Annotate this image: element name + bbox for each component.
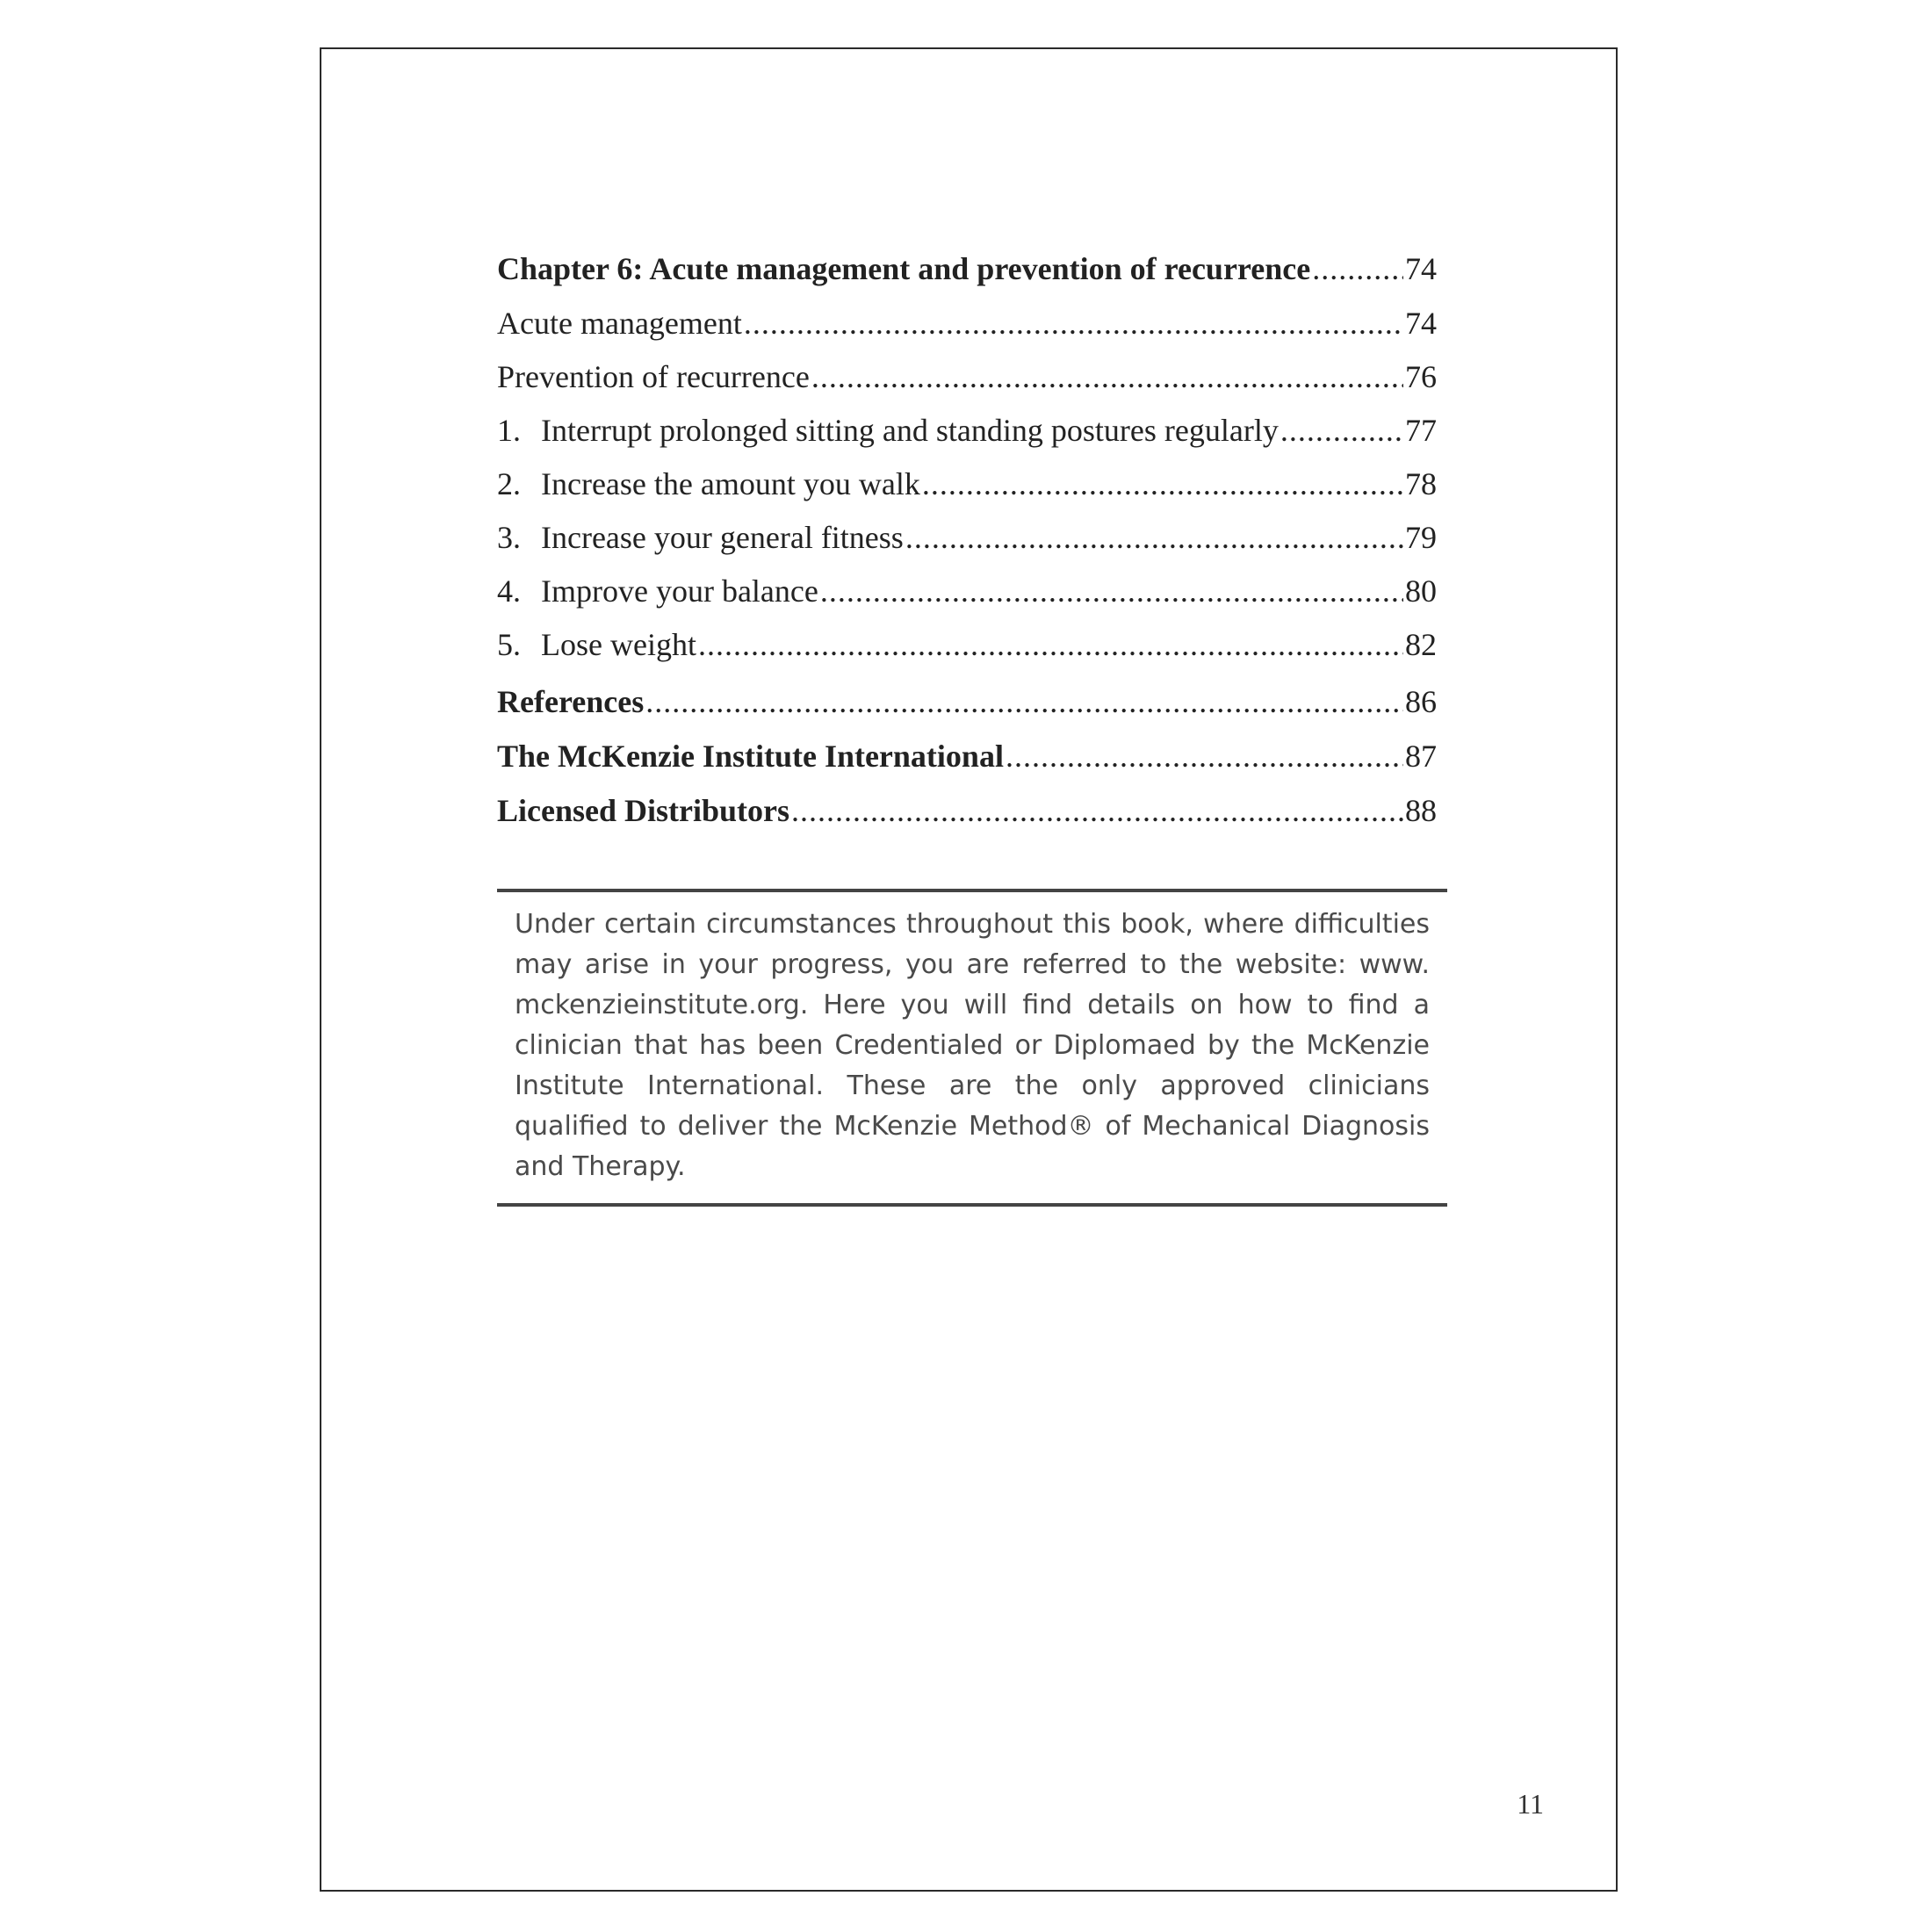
toc-leader-dots: [1312, 242, 1403, 296]
toc-entry-text: Interrupt prolonged sitting and standing postures regularly: [541, 413, 1279, 448]
toc-entry-lose-weight[interactable]: [497, 618, 1437, 672]
toc-entry-page: 80: [1405, 573, 1437, 609]
toc-leader-dots: [744, 297, 1403, 350]
toc-entry-number: 3.: [497, 520, 521, 555]
toc-leader-dots: [905, 511, 1403, 565]
toc-entry-title: [497, 618, 696, 672]
toc-leader-dots: [791, 784, 1403, 838]
toc-entry-number: 5.: [497, 627, 521, 662]
toc-entry-interrupt-sitting[interactable]: [497, 404, 1437, 458]
toc-entry-increase-walk[interactable]: [497, 458, 1437, 511]
toc-entry-prevention-of-recurrence[interactable]: [497, 350, 1437, 404]
toc-leader-dots: [1280, 404, 1403, 458]
toc-entry-references[interactable]: [497, 675, 1437, 730]
toc-entry-title: Chapter 6: Acute management and prevention of recurrence: [497, 251, 1311, 286]
toc-entry-improve-balance[interactable]: [497, 565, 1437, 618]
toc-entry-title: [497, 404, 1279, 458]
website-note-text: Under certain circumstances throughout this book, where difficulties may arise in your progress, you are referred to the website: www. mckenzieinstitute.org. Here you will find details on how to find a clinician that has been Credentialed or Diplomaed by the McKenzie Institute International. These are the only approved clinicians qualified to deliver the McKenzie Method® of Mechanical Diagnosis and Therapy.: [515, 909, 1430, 1182]
toc-entry-increase-fitness[interactable]: [497, 511, 1437, 565]
toc-entry-page: 78: [1405, 466, 1437, 501]
toc-entry-page: 74: [1405, 306, 1437, 341]
toc-entry-title: Licensed Distributors: [497, 793, 789, 828]
toc-entry-page: 77: [1405, 413, 1437, 448]
toc-entry-number: 4.: [497, 573, 521, 609]
page-number: 11: [1517, 1788, 1544, 1820]
website-note-box: [497, 889, 1447, 1207]
toc-leader-dots: [922, 458, 1403, 511]
toc-entry-title: References: [497, 684, 645, 719]
toc-entry-text: Increase the amount you walk: [541, 466, 920, 501]
toc-entry-page: 76: [1405, 359, 1437, 394]
toc-entry-title: [497, 565, 818, 618]
toc-leader-dots: [645, 675, 1403, 729]
toc-entry-title: [497, 458, 920, 511]
toc-entry-chapter-6[interactable]: [497, 242, 1437, 297]
toc-entry-page: 74: [1405, 251, 1437, 286]
toc-entry-text: Lose weight: [541, 627, 696, 662]
toc-entry-text: Improve your balance: [541, 573, 818, 609]
book-page: [320, 47, 1618, 1892]
toc-entry-number: 1.: [497, 413, 521, 448]
toc-entry-page: 79: [1405, 520, 1437, 555]
toc-entry-licensed-distributors[interactable]: [497, 784, 1437, 839]
toc-leader-dots: [820, 565, 1403, 618]
toc-entry-title: Prevention of recurrence: [497, 359, 810, 394]
toc-entry-page: 86: [1405, 684, 1437, 719]
toc-entry-title: Acute management: [497, 306, 742, 341]
toc-entry-title: The McKenzie Institute International: [497, 739, 1004, 774]
table-of-contents: [497, 242, 1437, 839]
toc-entry-number: 2.: [497, 466, 521, 501]
toc-entry-page: 88: [1405, 793, 1437, 828]
toc-leader-dots: [811, 350, 1403, 404]
toc-entry-acute-management[interactable]: [497, 297, 1437, 350]
toc-entry-page: 82: [1405, 627, 1437, 662]
toc-entry-title: [497, 511, 904, 565]
toc-leader-dots: [698, 618, 1403, 672]
toc-entry-mckenzie-institute[interactable]: [497, 730, 1437, 784]
toc-entry-text: Increase your general fitness: [541, 520, 904, 555]
toc-entry-page: 87: [1405, 739, 1437, 774]
toc-leader-dots: [1006, 730, 1403, 783]
